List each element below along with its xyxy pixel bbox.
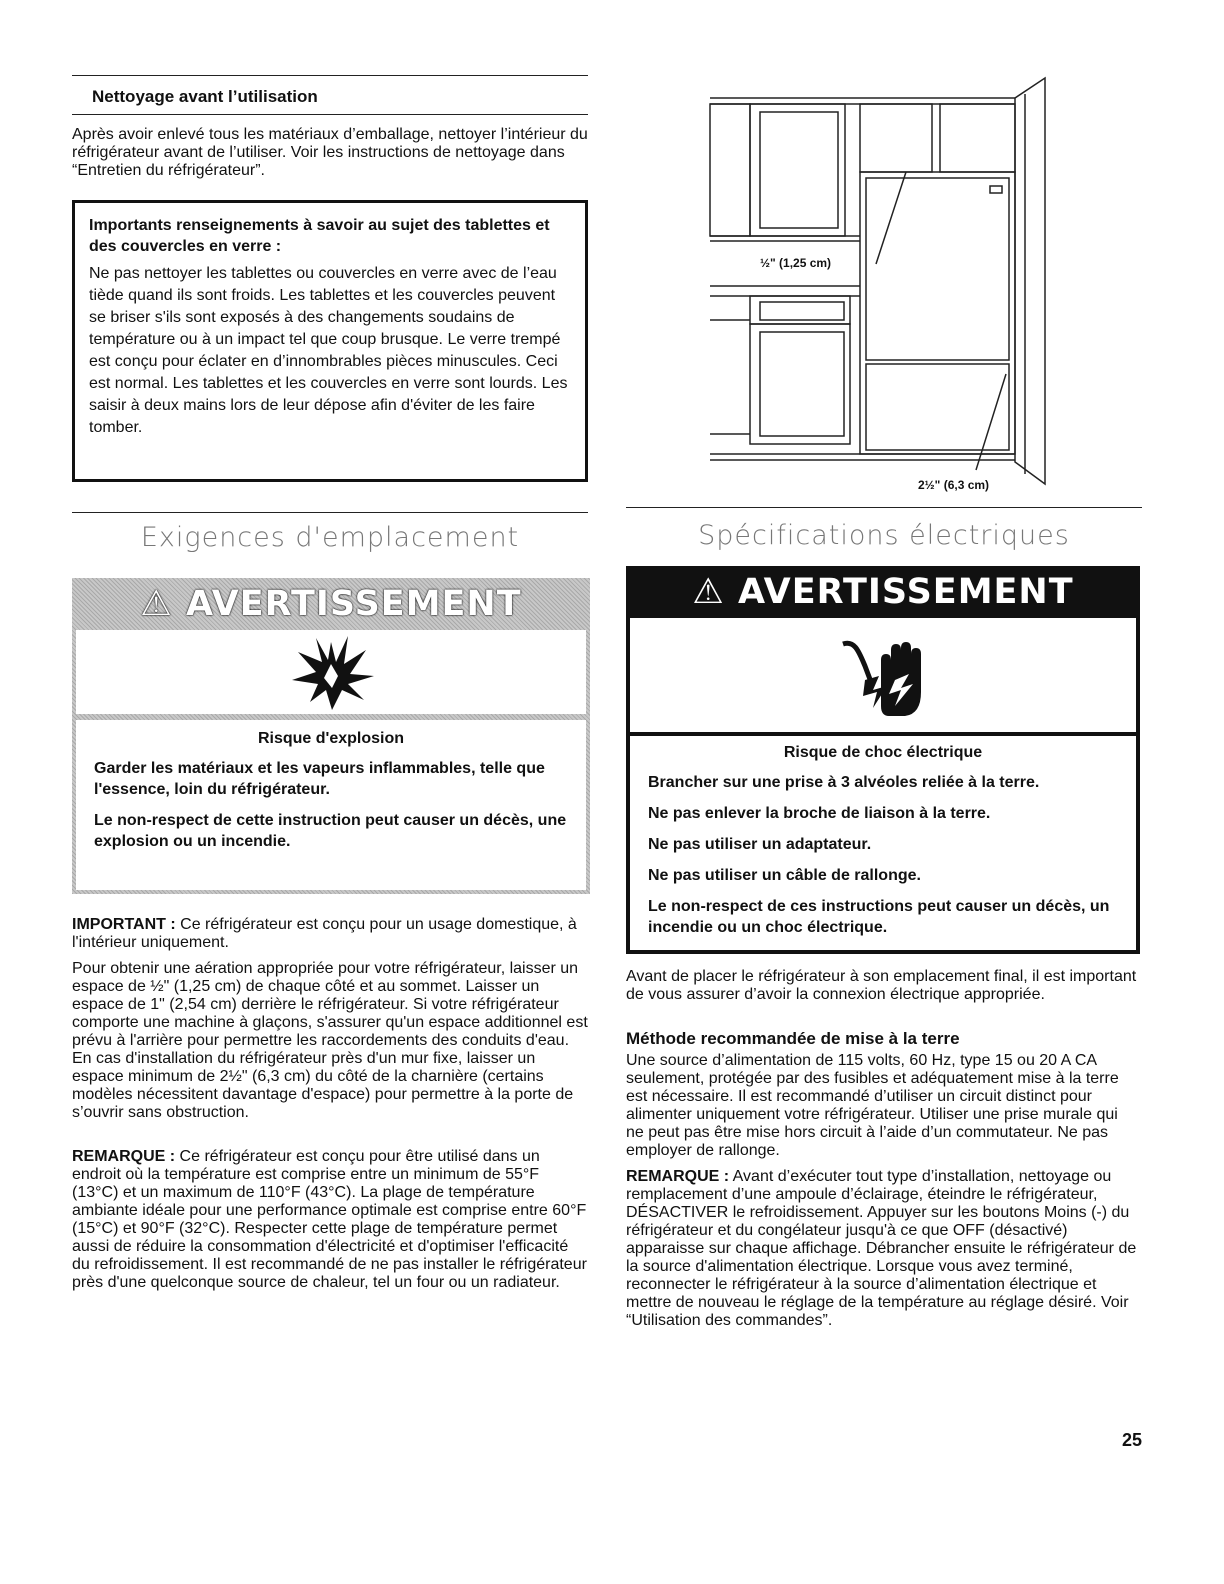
grounding-method-title: Méthode recommandée de mise à la terre <box>626 1029 960 1048</box>
electric-shock-icon <box>833 630 933 720</box>
electrical-warning-line-1: Brancher sur une prise à 3 alvéoles reliée à la terre. <box>648 774 1040 791</box>
electrical-warning-line-2: Ne pas enlever la broche de liaison à la terre. <box>648 805 991 822</box>
electrical-icon-area <box>630 618 1136 732</box>
remark-label-left: REMARQUE : <box>72 1148 176 1165</box>
important-label: IMPORTANT : <box>72 916 176 933</box>
section-rule-left <box>72 512 588 513</box>
page-number: 25 <box>1121 1430 1142 1450</box>
clearance-diagram-svg <box>700 74 1060 494</box>
cleaning-title-rule <box>72 114 588 115</box>
cleaning-body: Après avoir enlevé tous les matériaux d’emballage, nettoyer l’intérieur du réfrigérateur avant de l’utiliser. Voir les instructions de nettoyage dans “Entretien du réfrigérateur”. <box>72 126 588 179</box>
explosion-warning-box <box>72 578 590 894</box>
section-rule-right <box>626 507 1142 508</box>
explosion-warning-line-1: Garder les matériaux et les vapeurs inflammables, telle que l'essence, loin du réfrigérateur. <box>94 760 545 798</box>
electrical-warning-line-3: Ne pas utiliser un adaptateur. <box>648 836 872 853</box>
explosion-icon <box>286 632 376 712</box>
explosion-warning-line-2: Le non-respect de cette instruction peut causer un décès, une explosion ou un incendie. <box>94 812 567 850</box>
clearance-diagram <box>700 74 1060 494</box>
glass-note-title: Importants renseignements à savoir au sujet des tablettes et des couvercles en verre : <box>89 217 550 255</box>
explosion-icon-area <box>76 630 586 714</box>
glass-note-body: Ne pas nettoyer les tablettes ou couvercles en verre avec de l’eau tiède quand ils sont froids. Les tablettes et les couvercles peuvent se briser s'ils sont exposés à des changements soudains de température ou à un impact tel que coup brusque. Le verre trempé est conçu pour éclater en d’innombrables pièces minuscules. Ceci est normal. Les tablettes et les couvercles en verre sont lourds. Les saisir à deux mains lors de leur dépose afin d'éviter de les faire tomber. <box>89 265 568 436</box>
cleaning-title: Nettoyage avant l’utilisation <box>92 87 318 106</box>
explosion-warning-text <box>76 720 586 890</box>
explosion-risk-label: Risque d'explosion <box>257 730 405 747</box>
ventilation-paragraph: Pour obtenir une aération appropriée pour votre réfrigérateur, laisser un espace de ½" (1,25 cm) de chaque côté et au sommet. Laisser un espace de 1" (2,54 cm) derrière le réfrigérateur. Si votre réfrigérateur comporte une machine à glaçons, s'assurer qu'un espace additionnel est prévu à l'arrière pour permettre les raccordements des conduits d'eau. En cas d'installation du réfrigérateur près d'un mur fixe, laisser un espace minimum de 2½" (6,3 cm) du côté de la charnière (certains modèles nécessitent davantage d'espace) pour permettre à la porte de s’ouvrir sans obstruction. <box>72 960 588 1121</box>
top-rule-left <box>72 75 588 76</box>
temperature-remark-paragraph <box>72 1148 588 1292</box>
electrical-warning-line-5: Le non-respect de ces instructions peut causer un décès, un incendie ou un choc électrique. <box>648 898 1110 936</box>
location-heading: Exigences d'emplacement <box>140 522 520 553</box>
glass-note-box <box>72 200 588 482</box>
electrical-warning-text <box>630 736 1136 950</box>
remark-text-left: Ce réfrigérateur est conçu pour être utilisé dans un endroit où la température est comprise entre un minimum de 55°F (13°C) et un maximum de 110°F (43°C). La plage de température ambiante idéale pour une performance optimale est comprise entre 60°F (15°C) et 90°F (32°C). Respecter cette plage de température permet aussi de réduire la consommation d'électricité et d'optimiser l'efficacité du refroidissement. Il est recommandé de ne pas installer le réfrigérateur près d'une quelconque source de chaleur, tel un four ou un radiateur. <box>72 1148 587 1291</box>
electrical-warning-line-4: Ne pas utiliser un câble de rallonge. <box>648 867 921 884</box>
electrical-heading: Spécifications électriques <box>698 520 1070 551</box>
clearance-label-bottom: 2½" (6,3 cm) <box>918 478 990 492</box>
electrical-risk-label: Risque de choc électrique <box>783 744 983 761</box>
remark-text-right: Avant d’exécuter tout type d’installation, nettoyage ou remplacement d’une ampoule d’éclairage, éteindre le réfrigérateur, DÉSACTIVER le refroidissement. Appuyer sur les boutons Moins (-) du réfrigérateur et du congélateur jusqu'à ce que OFF (désactivé) apparaisse sur chaque affichage. Débrancher ensuite le réfrigérateur de la source d'alimentation électrique. Lorsque vous avez terminé, reconnecter le réfrigérateur à la source d’alimentation électrique et mettre de nouveau le réglage de la température au réglage désiré. Voir “Utilisation des commandes”. <box>626 1168 1137 1329</box>
important-text: Ce réfrigérateur est conçu pour un usage domestique, à l'intérieur uniquement. <box>72 916 577 951</box>
electrical-warning-banner: ⚠ AVERTISSEMENT <box>692 572 1074 612</box>
explosion-warning-banner: ⚠ AVERTISSEMENT <box>140 584 522 624</box>
important-paragraph <box>72 916 588 952</box>
electrical-warning-box <box>626 566 1140 954</box>
remark-label-right: REMARQUE : <box>626 1168 730 1185</box>
electrical-remark-paragraph <box>626 1168 1140 1330</box>
clearance-label-top: ½" (1,25 cm) <box>760 256 832 270</box>
grounding-method-body: Une source d’alimentation de 115 volts, 60 Hz, type 15 ou 20 A CA seulement, protégée par des fusibles et adéquatement mise à la terre est nécessaire. Il est recommandé d’utiliser un circuit distinct pour alimenter uniquement votre réfrigérateur. Utiliser une prise murale qui ne peut pas être mise hors circuit à l’aide d’un commutateur. Ne pas employer de rallonge. <box>626 1052 1119 1159</box>
electrical-intro: Avant de placer le réfrigérateur à son emplacement final, il est important de vous assurer d’avoir la connexion électrique appropriée. <box>626 968 1137 1003</box>
